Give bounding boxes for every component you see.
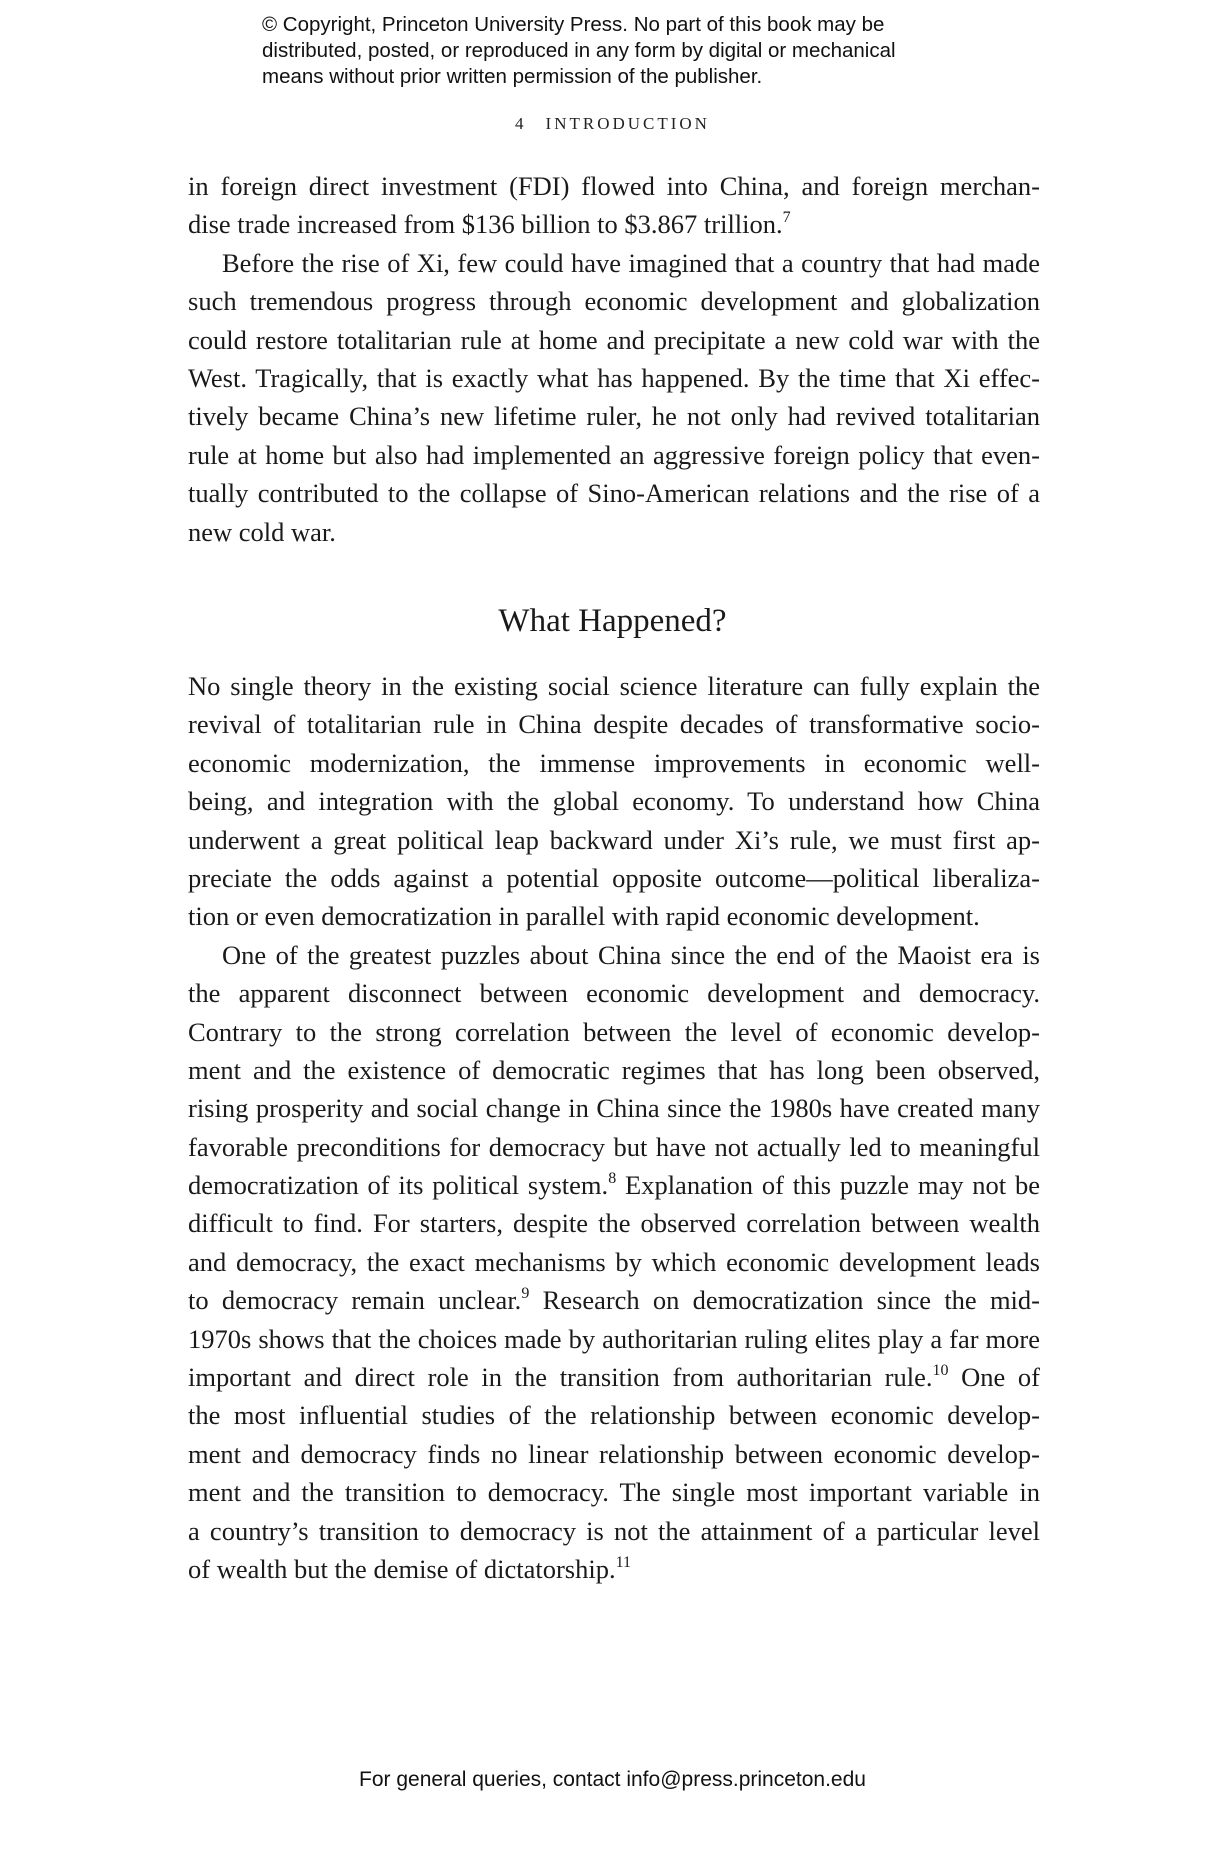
footnote-ref[interactable]: 9	[521, 1285, 530, 1303]
text-run: democratization of its political system.	[188, 1170, 609, 1201]
footnote-ref[interactable]: 7	[782, 209, 791, 227]
text-line: ment and the existence of democratic regimes that has long been observed,	[188, 1054, 1040, 1085]
text-line: new cold war.	[188, 516, 336, 547]
text-line	[188, 1550, 1040, 1588]
text-line: revival of totalitarian rule in China despite decades of transformative socio-	[188, 709, 1040, 740]
text-line: Before the rise of Xi, few could have imagined that a country that had made	[222, 247, 1040, 278]
copyright-line: distributed, posted, or reproduced in any form by digital or mechanical	[262, 39, 896, 62]
footer-contact: For general queries, contact info@press.princeton.edu	[359, 1768, 866, 1791]
text-line: economic modernization, the immense improvements in economic well-	[188, 747, 1040, 778]
chapter-title: INTRODUCTION	[545, 114, 710, 133]
text-line: West. Tragically, that is exactly what has happened. By the time that Xi effec-	[188, 362, 1040, 393]
text-line: rising prosperity and social change in China since the 1980s have created many	[188, 1093, 1040, 1124]
text-line: Contrary to the strong correlation between the level of economic develop-	[188, 1016, 1040, 1047]
footnote-ref[interactable]: 10	[932, 1362, 949, 1380]
text-line: One of the greatest puzzles about China since the end of the Maoist era is	[222, 939, 1040, 970]
copyright-line: © Copyright, Princeton University Press. No part of this book may be	[262, 13, 885, 36]
text-line: in foreign direct investment (FDI) flowed into China, and foreign merchan-	[188, 171, 1040, 201]
text-run: One of	[948, 1362, 1040, 1393]
footnote-ref[interactable]: 11	[615, 1553, 631, 1571]
text-line: underwent a great political leap backward under Xi’s rule, we must first ap-	[188, 824, 1040, 855]
text-line: rule at home but also had implemented an aggressive foreign policy that even-	[188, 439, 1040, 470]
text-run: Explanation of this puzzle may not be	[616, 1170, 1041, 1201]
text-line: tion or even democratization in parallel with rapid economic development.	[188, 901, 980, 932]
text-line: being, and integration with the global economy. To understand how China	[188, 786, 1040, 817]
text-line	[188, 1358, 1040, 1396]
text-line: such tremendous progress through economic development and globalization	[188, 286, 1040, 317]
text-run: Research on democratization since the mid-	[529, 1285, 1040, 1316]
text-line: the apparent disconnect between economic development and democracy.	[188, 978, 1040, 1009]
text-line: tually contributed to the collapse of Sino-American relations and the rise of a	[188, 478, 1040, 509]
text-line: could restore totalitarian rule at home and precipitate a new cold war with the	[188, 324, 1040, 355]
text-line: preciate the odds against a potential opposite outcome—political liberaliza-	[188, 862, 1040, 893]
text-run: of wealth but the demise of dictatorship.	[188, 1553, 616, 1584]
body-text-top	[188, 167, 1040, 551]
text-line: favorable preconditions for democracy but have not actually led to meaningful	[188, 1131, 1040, 1162]
section-heading: What Happened?	[498, 603, 727, 639]
text-line	[188, 1166, 1040, 1204]
body-text-bottom	[188, 667, 1040, 1588]
text-line: tively became China’s new lifetime ruler, he not only had revived totalitarian	[188, 401, 1040, 432]
text-line: difficult to find. For starters, despite the observed correlation between wealth	[188, 1208, 1040, 1239]
copyright-notice	[262, 12, 982, 90]
footnote-ref[interactable]: 8	[608, 1170, 617, 1188]
text-line: a country’s transition to democracy is not the attainment of a particular level	[188, 1515, 1040, 1546]
text-line	[188, 1281, 1040, 1319]
text-line: the most influential studies of the relationship between economic develop-	[188, 1400, 1040, 1431]
text-line: 1970s shows that the choices made by authoritarian ruling elites play a far more	[188, 1323, 1040, 1354]
text-line	[188, 205, 1040, 243]
text-run: dise trade increased from $136 billion to $3.867 trillion.	[188, 209, 783, 240]
running-head	[0, 114, 1225, 134]
text-line: ment and democracy finds no linear relationship between economic develop-	[188, 1438, 1040, 1469]
text-run: to democracy remain unclear.	[188, 1285, 522, 1316]
text-line: and democracy, the exact mechanisms by which economic development leads	[188, 1246, 1040, 1277]
page-number: 4	[515, 114, 524, 133]
copyright-line: means without prior written permission of the publisher.	[262, 65, 763, 88]
text-run: important and direct role in the transition from authoritarian rule.	[188, 1362, 933, 1393]
text-line: ment and the transition to democracy. The single most important variable in	[188, 1477, 1040, 1508]
text-line: No single theory in the existing social science literature can fully explain the	[188, 671, 1040, 701]
